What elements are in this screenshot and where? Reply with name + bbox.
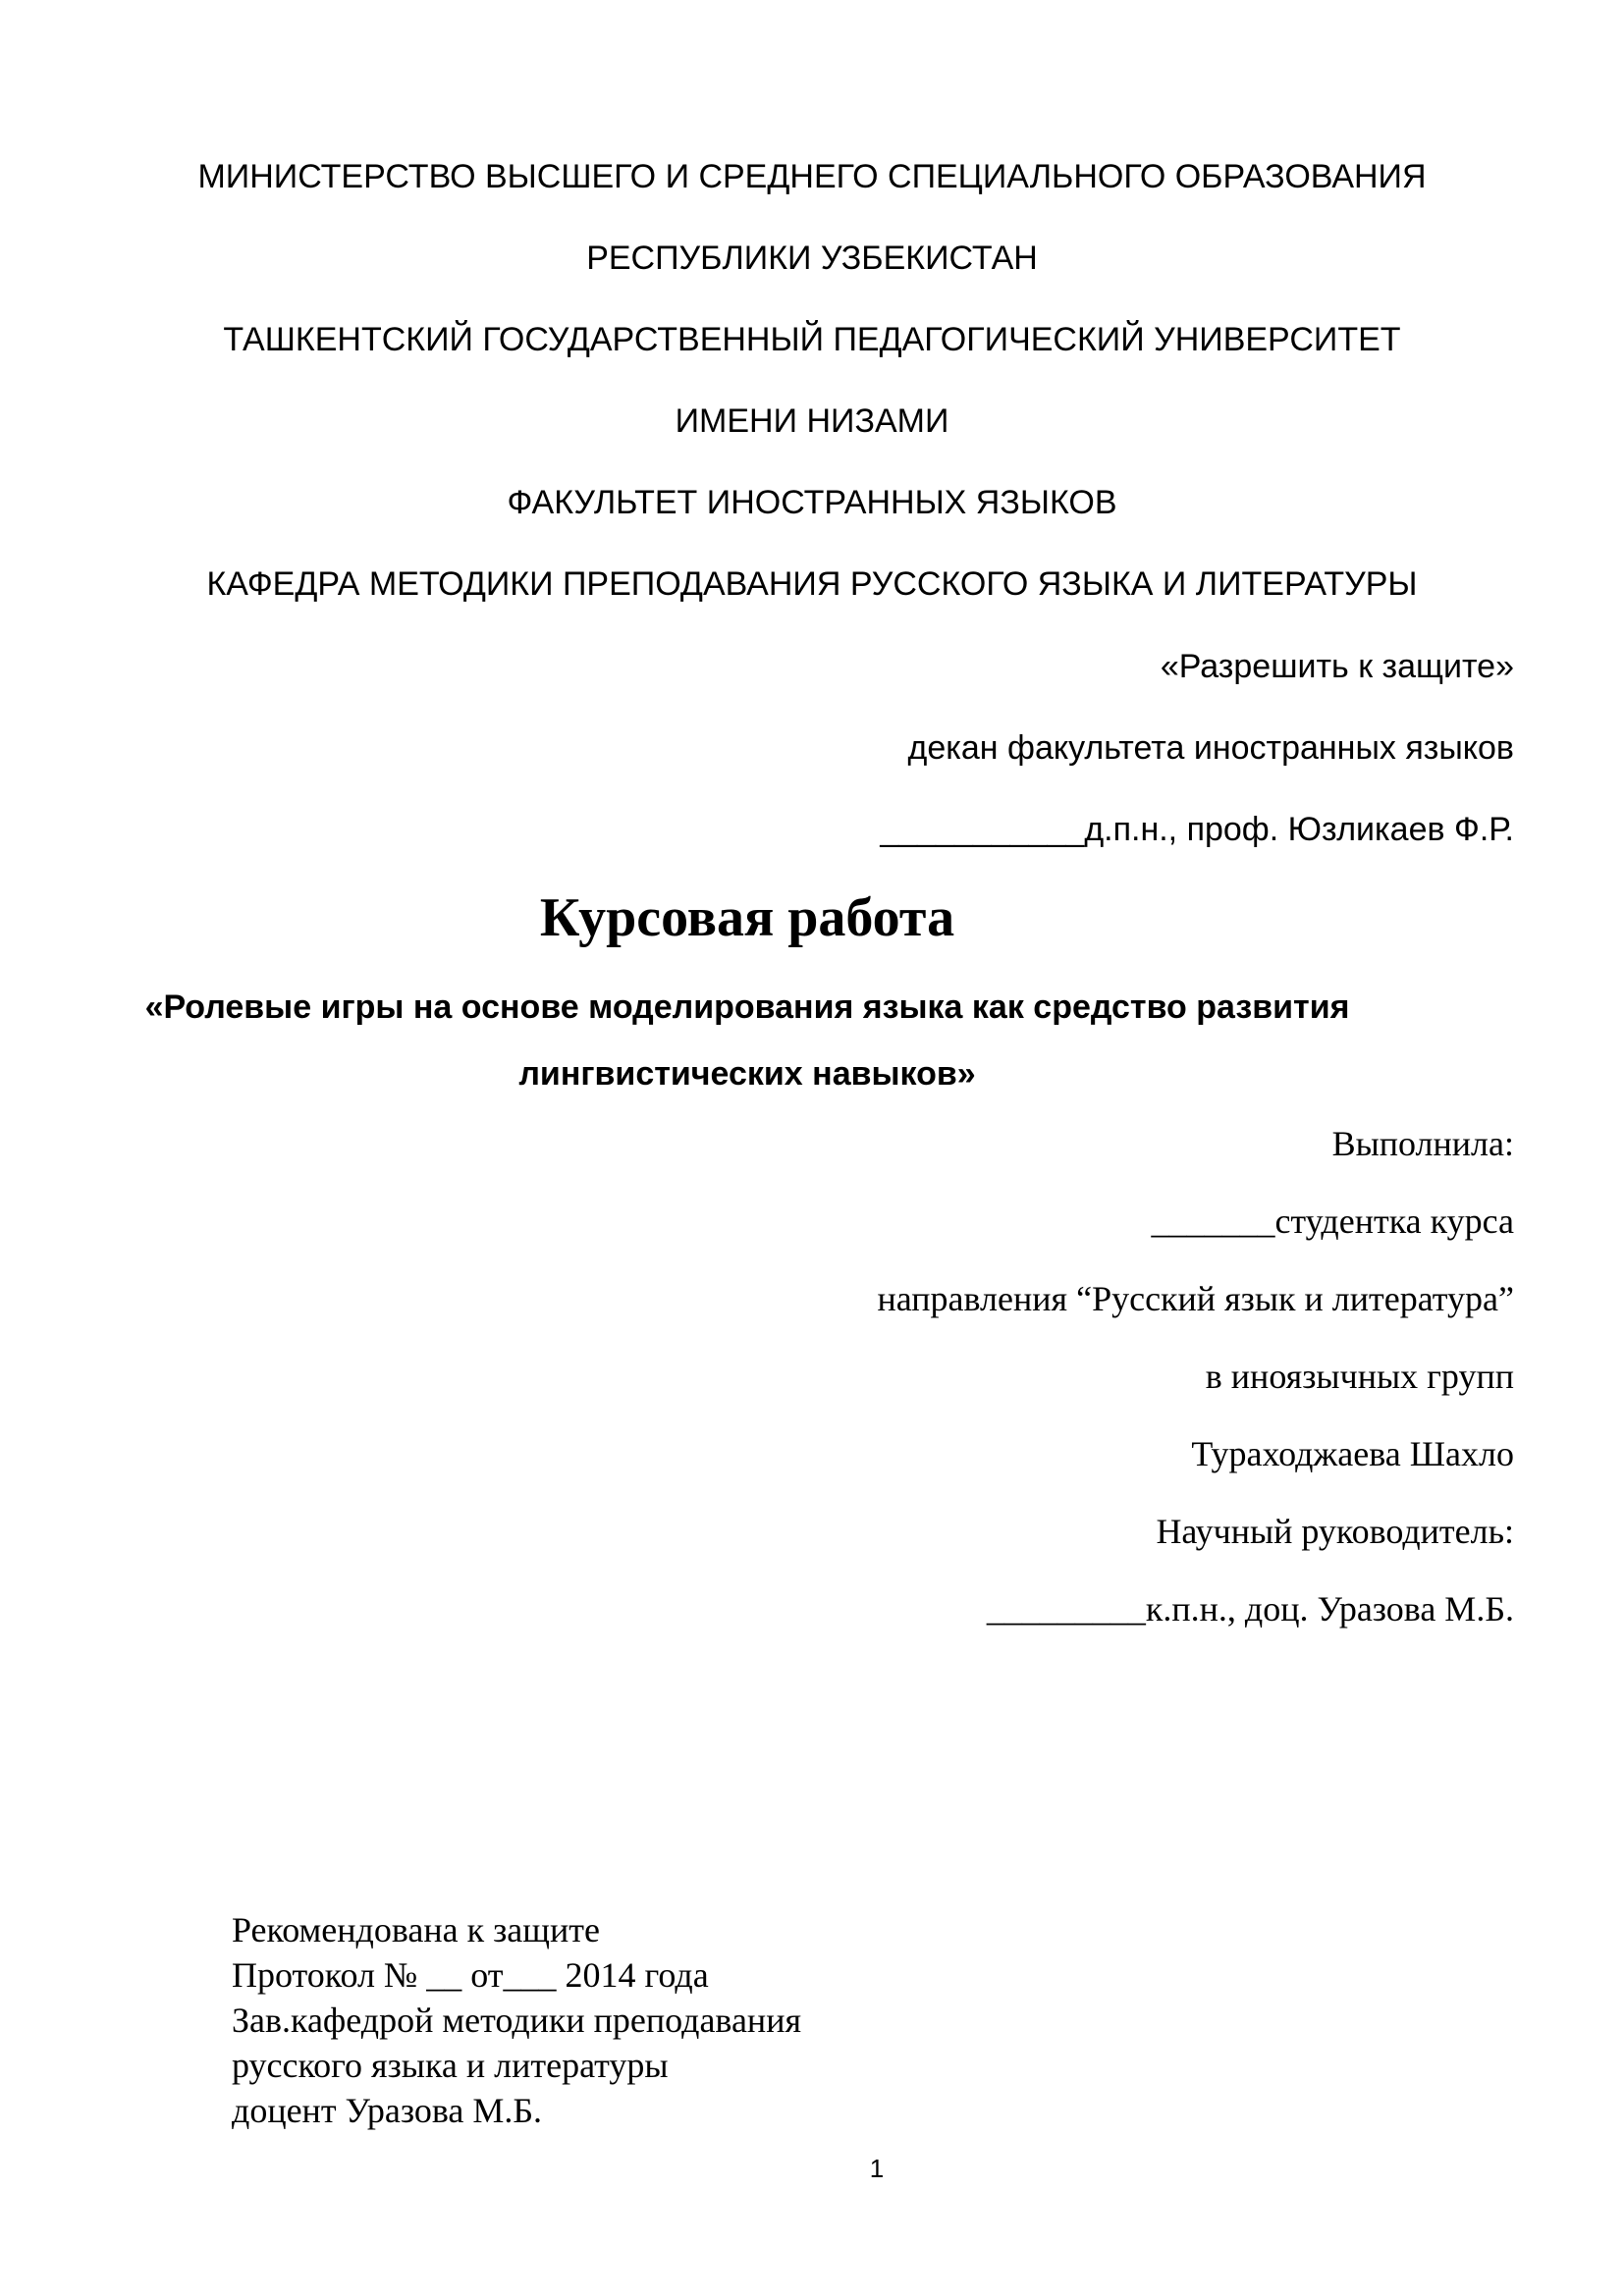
- performed-by-label: Выполнила:: [1331, 1124, 1514, 1163]
- ministry-line-1: МИНИСТЕРСТВО ВЫСШЕГО И СРЕДНЕГО СПЕЦИАЛЬНОГО ОБРАЗОВАНИЯ: [197, 158, 1427, 195]
- head-line-2: русского языка и литературы: [232, 2046, 669, 2085]
- student-line: _______студентка курса: [1151, 1201, 1514, 1241]
- dean-signature: ___________д.п.н., проф. Юзликаев Ф.Р.: [880, 811, 1514, 848]
- supervisor-label: Научный руководитель:: [1156, 1512, 1514, 1551]
- head-line-1: Зав.кафедрой методики преподавания: [232, 2001, 802, 2040]
- topic-line-1: «Ролевые игры на основе моделирования языка как средство развития: [144, 988, 1350, 1026]
- protocol-line: Протокол № __ от___ 2014 года: [232, 1955, 709, 1995]
- approval-allow: «Разрешить к защите»: [1160, 648, 1514, 685]
- page-number: 1: [869, 2154, 885, 2183]
- university-line-1: ТАШКЕНТСКИЙ ГОСУДАРСТВЕННЫЙ ПЕДАГОГИЧЕСКИЙ УНИВЕРСИТЕТ: [223, 321, 1401, 358]
- direction-line: направления “Русский язык и литература”: [877, 1279, 1514, 1318]
- topic-line-2: лингвистических навыков»: [518, 1055, 976, 1093]
- department-line: КАФЕДРА МЕТОДИКИ ПРЕПОДАВАНИЯ РУССКОГО ЯЗЫКА И ЛИТЕРАТУРЫ: [206, 565, 1418, 603]
- document-title: Курсовая работа: [539, 887, 955, 948]
- supervisor-signature: _________к.п.н., доц. Уразова М.Б.: [986, 1589, 1514, 1629]
- faculty-line: ФАКУЛЬТЕТ ИНОСТРАННЫХ ЯЗЫКОВ: [507, 484, 1117, 521]
- dean-position: декан факультета иностранных языков: [907, 729, 1514, 767]
- head-name: доцент Уразова М.Б.: [232, 2091, 543, 2130]
- groups-line: в иноязычных групп: [1205, 1357, 1514, 1396]
- recommended-line: Рекомендована к защите: [232, 1910, 600, 1949]
- university-line-2: ИМЕНИ НИЗАМИ: [675, 402, 949, 440]
- ministry-line-2: РЕСПУБЛИКИ УЗБЕКИСТАН: [586, 240, 1038, 277]
- student-name: Тураходжаева Шахло: [1191, 1434, 1514, 1473]
